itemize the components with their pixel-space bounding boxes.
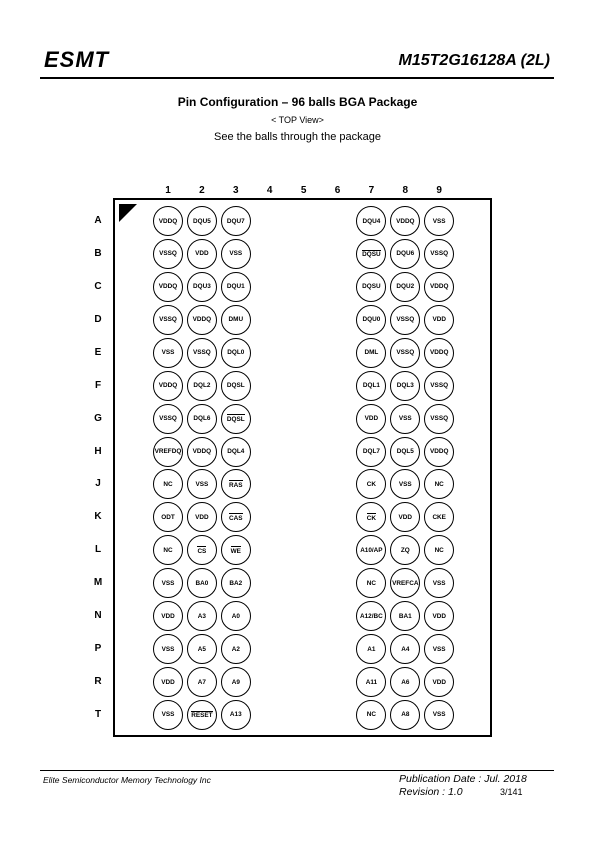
page-title: Pin Configuration – 96 balls BGA Package bbox=[177, 95, 418, 109]
ball-label: VSS bbox=[195, 480, 209, 488]
ball-K3 bbox=[221, 502, 251, 532]
column-header: 7 bbox=[368, 185, 375, 196]
ball-label: VSS bbox=[398, 415, 412, 423]
row-header: J bbox=[95, 478, 101, 490]
ball-A3 bbox=[221, 206, 251, 236]
pin1-marker bbox=[119, 204, 137, 222]
ball-L2 bbox=[187, 535, 217, 565]
ball-label: A1 bbox=[367, 645, 376, 653]
ball-D8 bbox=[390, 305, 420, 335]
view-caption: See the balls through the package bbox=[214, 131, 381, 143]
ball-R9 bbox=[424, 667, 454, 697]
ball-label: A10/AP bbox=[360, 546, 383, 554]
ball-F9 bbox=[424, 371, 454, 401]
ball-P2 bbox=[187, 634, 217, 664]
ball-label: VSSQ bbox=[396, 316, 415, 324]
row-header: M bbox=[93, 577, 103, 589]
ball-label: DQL0 bbox=[227, 349, 245, 357]
ball-A1 bbox=[153, 206, 183, 236]
ball-label: CK bbox=[366, 480, 376, 488]
ball-label: VSS bbox=[161, 645, 175, 653]
ball-P1 bbox=[153, 634, 183, 664]
ball-H7 bbox=[356, 437, 386, 467]
footer-company: Elite Semiconductor Memory Technology Inc bbox=[43, 775, 211, 785]
ball-H1 bbox=[153, 437, 183, 467]
ball-R2 bbox=[187, 667, 217, 697]
ball-label: VDDQ bbox=[429, 349, 449, 357]
ball-label: VDD bbox=[161, 612, 175, 620]
ball-R3 bbox=[221, 667, 251, 697]
column-header: 1 bbox=[165, 185, 171, 196]
ball-H8 bbox=[390, 437, 420, 467]
ball-G3 bbox=[221, 404, 251, 434]
ball-label: DML bbox=[364, 349, 379, 357]
ball-label: RESET bbox=[191, 712, 213, 720]
ball-label: A13 bbox=[229, 711, 242, 719]
ball-E8 bbox=[390, 338, 420, 368]
ball-B9 bbox=[424, 239, 454, 269]
row-header: D bbox=[94, 313, 102, 325]
row-header: L bbox=[94, 544, 102, 556]
ball-label: DQSL bbox=[226, 382, 245, 390]
part-number: M15T2G16128A (2L) bbox=[398, 52, 550, 69]
ball-label: NC bbox=[366, 579, 376, 587]
ball-R1 bbox=[153, 667, 183, 697]
ball-label: BA2 bbox=[229, 579, 243, 587]
ball-E3 bbox=[221, 338, 251, 368]
ball-B2 bbox=[187, 239, 217, 269]
ball-G8 bbox=[390, 404, 420, 434]
ball-label: NC bbox=[366, 711, 376, 719]
ball-label: BA0 bbox=[195, 579, 209, 587]
row-header: T bbox=[94, 708, 102, 720]
ball-label: VDDQ bbox=[158, 283, 178, 291]
row-header: N bbox=[94, 610, 102, 622]
row-header: A bbox=[94, 215, 102, 226]
ball-label: A12/BC bbox=[360, 612, 383, 620]
ball-label: VDDQ bbox=[429, 448, 449, 455]
ball-N2 bbox=[187, 601, 217, 631]
ball-label: VDD bbox=[432, 678, 446, 686]
ball-C8 bbox=[390, 272, 420, 302]
ball-label: VDD bbox=[398, 513, 413, 521]
ball-label: VDD bbox=[432, 612, 446, 620]
ball-label: CKE bbox=[432, 513, 446, 521]
ball-label: DQSL bbox=[226, 415, 245, 423]
row-header: C bbox=[94, 280, 102, 292]
ball-label: NC bbox=[434, 546, 444, 554]
ball-label: VREFCA bbox=[392, 579, 419, 587]
ball-label: CK bbox=[366, 514, 376, 522]
ball-label: DQL6 bbox=[193, 415, 211, 423]
row-header: B bbox=[94, 247, 102, 259]
ball-label: DQU0 bbox=[362, 316, 381, 324]
ball-T2 bbox=[187, 700, 217, 730]
ball-label: DQL1 bbox=[362, 382, 380, 390]
ball-label: VDDQ bbox=[158, 217, 178, 225]
ball-A9 bbox=[424, 206, 454, 236]
ball-label: VSS bbox=[432, 711, 446, 719]
ball-label: RAS bbox=[229, 481, 243, 489]
ball-label: VSSQ bbox=[396, 349, 415, 357]
ball-B1 bbox=[153, 239, 183, 269]
ball-label: VSS bbox=[161, 349, 175, 357]
ball-label: VSS bbox=[432, 579, 446, 587]
view-label: < TOP View> bbox=[271, 115, 324, 125]
ball-C3 bbox=[221, 272, 251, 302]
column-header: 5 bbox=[300, 185, 307, 196]
ball-M2 bbox=[187, 568, 217, 598]
ball-label: VSSQ bbox=[430, 415, 449, 423]
ball-label: VDD bbox=[195, 250, 209, 258]
ball-label: VDDQ bbox=[192, 316, 212, 324]
ball-label: A9 bbox=[231, 678, 240, 686]
ball-label: CS bbox=[197, 547, 207, 555]
footer-divider bbox=[40, 770, 554, 771]
ball-label: VSS bbox=[161, 711, 175, 719]
ball-H9 bbox=[424, 437, 454, 467]
page-number: 3/141 bbox=[500, 787, 523, 797]
ball-label: VSSQ bbox=[159, 415, 177, 423]
ball-label: VSS bbox=[161, 579, 175, 587]
ball-T1 bbox=[153, 700, 183, 730]
ball-label: VDDQ bbox=[429, 283, 449, 291]
ball-label: DQU4 bbox=[362, 217, 381, 225]
ball-label: A7 bbox=[197, 678, 206, 686]
ball-E9 bbox=[424, 338, 454, 368]
ball-label: BA1 bbox=[398, 612, 412, 620]
ball-label: A3 bbox=[197, 612, 206, 620]
row-header: P bbox=[94, 643, 102, 655]
ball-M3 bbox=[221, 568, 251, 598]
ball-label: VDD bbox=[432, 316, 446, 324]
ball-label: DQL7 bbox=[362, 448, 380, 455]
ball-E7 bbox=[356, 338, 386, 368]
ball-D2 bbox=[187, 305, 217, 335]
ball-label: DQSU bbox=[362, 283, 381, 291]
ball-label: DQU1 bbox=[226, 283, 245, 291]
ball-label: DQU6 bbox=[396, 250, 415, 258]
ball-F3 bbox=[221, 371, 251, 401]
ball-label: VSSQ bbox=[159, 250, 177, 258]
ball-label: A6 bbox=[401, 678, 410, 686]
company-logo: ESMT bbox=[44, 47, 110, 72]
ball-D7 bbox=[356, 305, 386, 335]
ball-label: A2 bbox=[231, 645, 240, 653]
row-header: K bbox=[94, 511, 102, 523]
ball-C1 bbox=[153, 272, 183, 302]
ball-label: A0 bbox=[231, 612, 240, 620]
row-header: H bbox=[94, 445, 102, 457]
row-header: G bbox=[94, 412, 102, 424]
ball-label: VSS bbox=[432, 645, 446, 653]
ball-label: VSSQ bbox=[430, 250, 449, 258]
ball-B3 bbox=[221, 239, 251, 269]
column-header: 9 bbox=[436, 185, 442, 196]
row-header: F bbox=[94, 379, 102, 391]
ball-label: DQL4 bbox=[227, 448, 245, 455]
ball-D3 bbox=[221, 305, 251, 335]
column-header: 3 bbox=[233, 185, 239, 196]
ball-label: NC bbox=[434, 480, 444, 488]
ball-T9 bbox=[424, 700, 454, 730]
ball-label: DQU2 bbox=[396, 283, 415, 291]
ball-label: CAS bbox=[229, 514, 243, 522]
ball-H2 bbox=[187, 437, 217, 467]
ball-C9 bbox=[424, 272, 454, 302]
ball-label: DQL3 bbox=[396, 382, 414, 390]
column-header: 8 bbox=[402, 185, 409, 196]
ball-label: DQU7 bbox=[226, 217, 245, 225]
ball-P3 bbox=[221, 634, 251, 664]
ball-E1 bbox=[153, 338, 183, 368]
column-header: 2 bbox=[199, 185, 205, 196]
ball-label: VREFDQ bbox=[154, 448, 182, 455]
ball-label: VSS bbox=[432, 217, 446, 225]
ball-label: VSS bbox=[229, 250, 243, 258]
ball-H3 bbox=[221, 437, 251, 467]
ball-label: VDDQ bbox=[192, 448, 212, 455]
header-divider bbox=[40, 77, 554, 79]
ball-label: VDD bbox=[161, 678, 175, 686]
ball-D1 bbox=[153, 305, 183, 335]
ball-label: VSSQ bbox=[193, 349, 211, 357]
ball-E2 bbox=[187, 338, 217, 368]
ball-label: VSSQ bbox=[159, 316, 177, 324]
ball-G1 bbox=[153, 404, 183, 434]
ball-T3 bbox=[221, 700, 251, 730]
ball-G2 bbox=[187, 404, 217, 434]
ball-label: DQU5 bbox=[193, 217, 211, 225]
column-header: 4 bbox=[266, 185, 273, 196]
ball-G7 bbox=[356, 404, 386, 434]
ball-label: A5 bbox=[197, 645, 206, 653]
ball-label: WE bbox=[230, 547, 241, 555]
ball-N3 bbox=[221, 601, 251, 631]
ball-F8 bbox=[390, 371, 420, 401]
ball-label: DMU bbox=[228, 316, 244, 324]
row-header: E bbox=[94, 346, 102, 358]
ball-G9 bbox=[424, 404, 454, 434]
row-header: R bbox=[94, 676, 102, 688]
ball-label: A8 bbox=[401, 711, 410, 719]
ball-label: DQL2 bbox=[193, 382, 211, 390]
ball-label: VSSQ bbox=[430, 382, 449, 390]
ball-label: VDDQ bbox=[396, 217, 415, 225]
ball-F7 bbox=[356, 371, 386, 401]
ball-label: DQU3 bbox=[193, 283, 211, 291]
ball-F1 bbox=[153, 371, 183, 401]
ball-N1 bbox=[153, 601, 183, 631]
ball-C2 bbox=[187, 272, 217, 302]
ball-label: DQL5 bbox=[396, 448, 414, 455]
ball-label: VDD bbox=[195, 513, 209, 521]
ball-label: VDDQ bbox=[158, 382, 178, 390]
ball-L3 bbox=[221, 535, 251, 565]
ball-label: NC bbox=[163, 546, 173, 554]
revision: Revision : 1.0 bbox=[399, 786, 463, 798]
column-header: 6 bbox=[334, 185, 341, 196]
ball-label: VSS bbox=[398, 480, 412, 488]
ball-A2 bbox=[187, 206, 217, 236]
ball-label: ODT bbox=[161, 513, 175, 521]
ball-label: DQSU bbox=[362, 251, 381, 259]
ball-label: A11 bbox=[365, 678, 378, 686]
ball-F2 bbox=[187, 371, 217, 401]
ball-label: ZQ bbox=[400, 546, 410, 554]
ball-label: VDD bbox=[364, 415, 379, 423]
publication-date: Publication Date : Jul. 2018 bbox=[399, 773, 527, 785]
ball-D9 bbox=[424, 305, 454, 335]
ball-label: NC bbox=[163, 480, 173, 488]
ball-label: A4 bbox=[401, 645, 410, 653]
